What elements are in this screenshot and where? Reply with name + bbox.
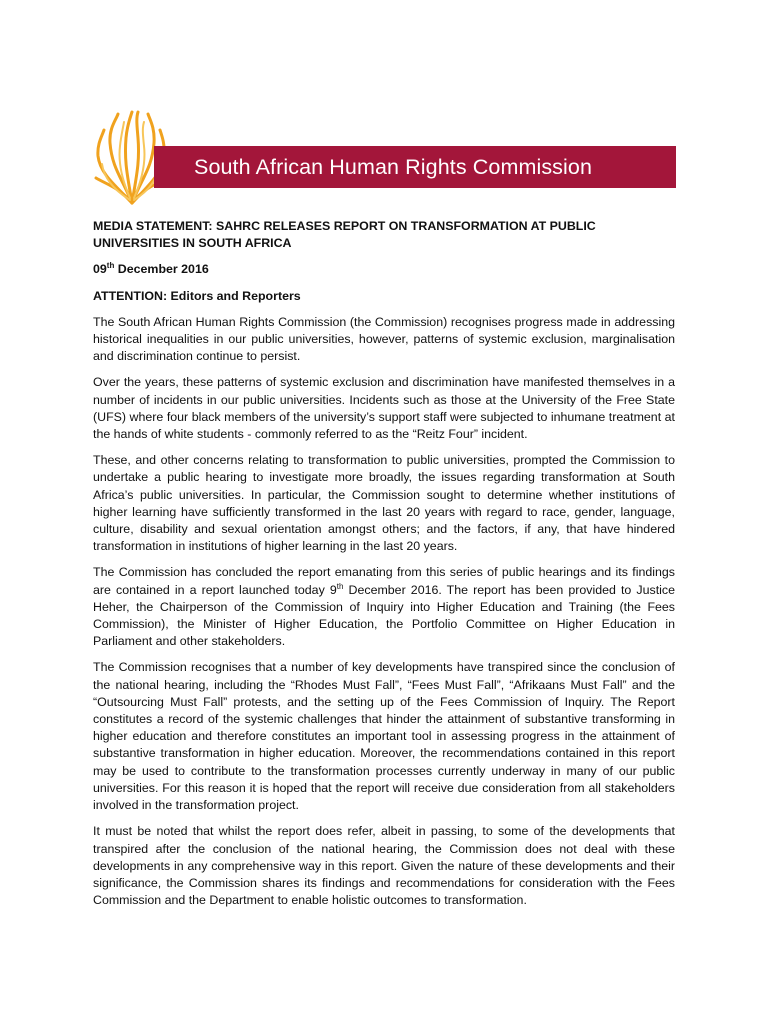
statement-headline: MEDIA STATEMENT: SAHRC RELEASES REPORT ON TRANSFORMATION AT PUBLIC UNIVERSITIES IN SOUTH AFRICA <box>93 219 596 251</box>
date-suffix: th <box>106 261 115 271</box>
paragraph-5: The Commission recognises that a number of key developments have transpired since the conclusion of the national hearing, including the “Rhodes Must Fall”, “Fees Must Fall”, “Afrikaans Must Fall” and the “Outsourcing Must Fall” protests, and the setting up of the Fees Commission of Inquiry. The Report constitutes a record of the systemic challenges that hinder the attainment of substantive transforming in higher education and therefore constitutes an important tool in assessing progress in the attainment of substantive transformation in higher education. Moreover, the recommendations contained in this report may be used to contribute to the transformation processes currently underway in many of our public universities. For this reason it is hoped that the report will receive due consideration from all stakeholders involved in the transformation project. <box>93 660 675 813</box>
paragraph-3: These, and other concerns relating to transformation to public universities, prompted the Commission to undertake a public hearing to investigate more broadly, the issues regarding transformation at South Africa’s public universities. In particular, the Commission sought to determine whether institutions of higher learning have sufficiently transformed in the last 20 years with regard to race, gender, language, culture, disability and sexual orientation amongst others; and the factors, if any, that have hindered transformation in institutions of higher learning in the last 20 years. <box>93 453 675 554</box>
paragraph-4-sup: th <box>336 581 344 591</box>
paragraph-4 <box>93 564 675 650</box>
organization-name: South African Human Rights Commission <box>194 154 593 179</box>
paragraph-6: It must be noted that whilst the report does refer, albeit in passing, to some of the developments that transpired after the conclusion of the national hearing, the Commission does not deal with these developments in any comprehensive way in this report. Given the nature of these developments and their significance, the Commission shares its findings and recommendations for consideration with the Fees Commission and the Department to enable holistic outcomes to transformation. <box>93 824 675 908</box>
paragraph-4-part-b: December 2016. The report has been provided to Justice Heher, the Chairperson of the Commission of Inquiry into Higher Education and Training (the Fees Commission), the Minister of Higher Education, the Portfolio Committee on Higher Education in Parliament and other stakeholders. <box>93 582 675 649</box>
date-day: 09 <box>93 262 107 277</box>
media-statement-body <box>93 218 675 918</box>
organization-banner <box>154 146 676 188</box>
statement-date <box>93 261 675 278</box>
attention-line: ATTENTION: Editors and Reporters <box>93 288 301 303</box>
date-month-year: December 2016 <box>114 262 209 277</box>
paragraph-1: The South African Human Rights Commission (the Commission) recognises progress made in addressing historical inequalities in our public universities, however, patterns of systemic exclusion, marginalisation and discrimination continue to persist. <box>93 314 675 364</box>
paragraph-2: Over the years, these patterns of systemic exclusion and discrimination have manifested themselves in a number of incidents in our public universities. Incidents such as those at the University of the Free State (UFS) where four black members of the university’s support staff were subjected to inhumane treatment at the hands of white students - commonly referred to as the “Reitz Four” incident. <box>93 375 675 442</box>
letterhead <box>92 108 676 208</box>
paragraph-4-part-a: The Commission has concluded the report emanating from this series of public hearings and its findings are contained in a report launched today 9 <box>93 565 675 597</box>
